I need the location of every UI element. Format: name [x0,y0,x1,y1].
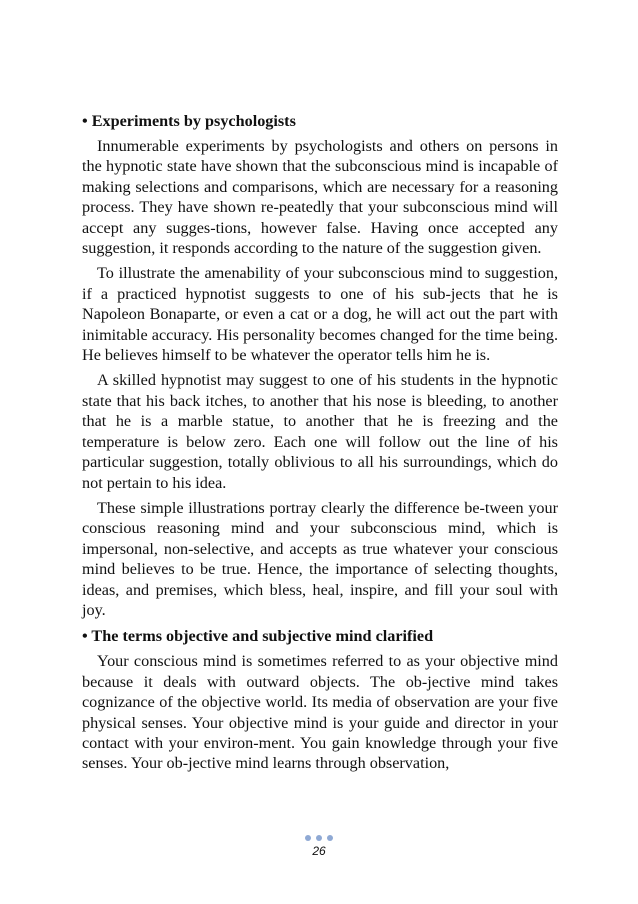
dot-ornament [327,835,333,841]
section-heading: • Experiments by psychologists [82,112,296,130]
paragraph: A skilled hypnotist may suggest to one of his students in the hypnotic state that his back itches, to another that his nose is bleeding, to another that he is a marble statue, to another that he is freezing and the temperature is below zero. Each one will follow out the line of his particular suggestion, totally oblivious to all his surroundings, which do not pertain to his idea. [82,371,558,492]
paragraph: These simple illustrations portray clearly the difference be-tween your conscious reasoning mind and your subconscious mind, which is impersonal, non-selective, and accepts as true whatever your conscious mind believes to be true. Hence, the importance of selecting thoughts, ideas, and premises, which bless, heal, inspire, and fill your soul with joy. [82,498,558,619]
paragraph: Innumerable experiments by psychologists and others on persons in the hypnotic state have shown that the subconscious mind is incapable of making selections and comparisons, which are necessary for a reasoning process. They have shown re-peatedly that your subconscious mind will accept any sugges-tions, however false. Having once accepted any suggestion, it responds according to the nature of the suggestion given. [82,137,558,258]
dot-ornament [316,835,322,841]
paragraph: Your conscious mind is sometimes referred to as your objective mind because it deals with outward objects. The ob-jective mind takes cognizance of the objective world. Its media of observation are your five physical senses. Your objective mind is your guide and director in your contact with your environ-ment. You gain knowledge through your five senses. Your ob-jective mind learns through observation, [82,652,558,773]
page-number: 26 [312,844,326,858]
section-experiments [82,110,558,620]
page-footer [0,834,638,859]
page-content [82,110,558,779]
dot-ornament [305,835,311,841]
section-objective-subjective [82,625,558,773]
section-heading: • The terms objective and subjective mind clarified [82,627,434,646]
footer-dots [0,834,638,842]
paragraph: To illustrate the amenability of your subconscious mind to suggestion, if a practiced hypnotist suggests to one of his sub-jects that he is Napoleon Bonaparte, or even a cat or a dog, he will act out the part with inimitable accuracy. His personality becomes changed for the time being. He believes himself to be whatever the operator tells him he is. [82,264,558,365]
